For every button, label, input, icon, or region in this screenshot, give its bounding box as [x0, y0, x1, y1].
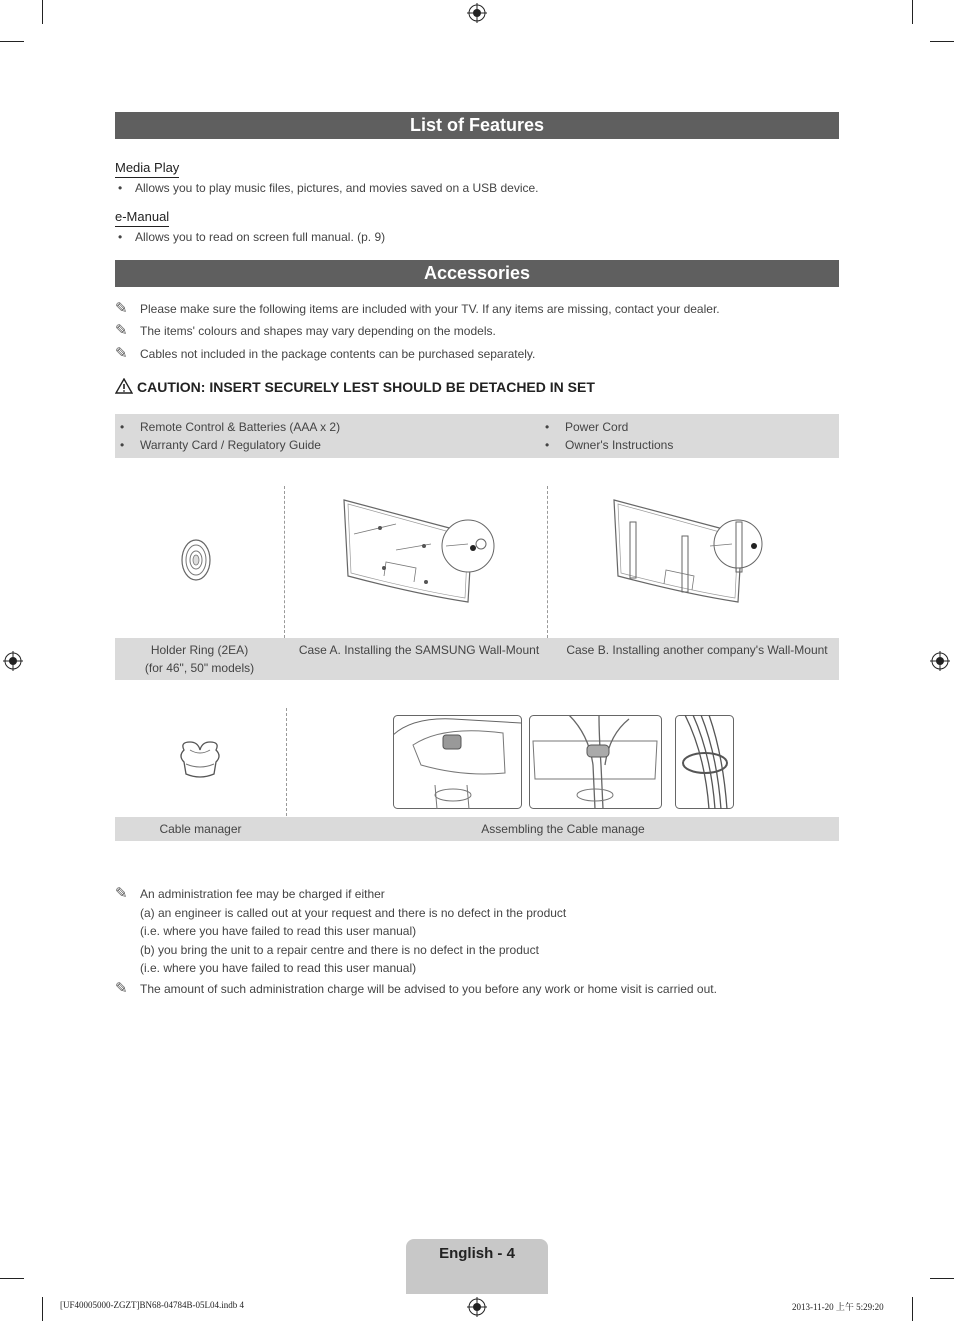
page-number-tab: English - 4 — [406, 1239, 548, 1294]
fee-note-line: (i.e. where you have failed to read this user manual) — [140, 961, 417, 975]
case-b-caption: Case B. Installing another company's Wall-Mount — [566, 643, 828, 657]
e-manual-heading: e-Manual — [115, 210, 169, 227]
assembly-step2-illustration — [529, 715, 662, 809]
note-line: ✎ The items' colours and shapes may vary depending on the models. — [115, 322, 496, 339]
registration-target-icon — [467, 3, 487, 23]
warning-triangle-icon — [115, 378, 133, 394]
fee-note-final: ✎ The amount of such administration charge will be advised to you before any work or home visit is carried out. — [115, 980, 717, 997]
list-item: • Power Cord — [545, 420, 629, 434]
fee-note: ✎ An administration fee may be charged if either — [115, 885, 385, 902]
case-b-illustration — [606, 494, 776, 612]
holder-ring-caption: Holder Ring (2EA) (for 46", 50" models) — [144, 643, 255, 675]
features-title: List of Features — [115, 112, 839, 139]
cable-manager-illustration — [176, 740, 224, 786]
crop-mark — [930, 1278, 954, 1279]
file-info: [UF40005000-ZGZT]BN68-04784B-05L04.indb 4 — [60, 1300, 244, 1310]
divider — [286, 708, 287, 816]
crop-mark — [42, 0, 43, 24]
crop-mark — [912, 0, 913, 24]
case-a-caption: Case A. Installing the SAMSUNG Wall-Mount — [298, 643, 540, 657]
registration-target-icon — [467, 1297, 487, 1317]
note-line: ✎ Please make sure the following items are included with your TV. If any items are missing, contact your dealer. — [115, 300, 720, 317]
assembly-step1-illustration — [393, 715, 522, 809]
crop-mark — [42, 1297, 43, 1321]
e-manual-bullet: • Allows you to read on screen full manual. (p. 9) — [118, 230, 386, 244]
pencil-note-icon: ✎ — [115, 300, 128, 317]
list-item: • Owner's Instructions — [545, 438, 674, 452]
crop-mark — [930, 41, 954, 42]
pencil-note-icon: ✎ — [115, 345, 128, 362]
media-play-heading: Media Play — [115, 161, 179, 178]
list-item: • Warranty Card / Regulatory Guide — [120, 438, 321, 452]
note-line: ✎ Cables not included in the package contents can be purchased separately. — [115, 345, 536, 362]
media-play-bullet: • Allows you to play music files, pictures, and movies saved on a USB device. — [118, 181, 539, 195]
holder-ring-illustration — [178, 538, 214, 582]
crop-mark — [0, 1278, 24, 1279]
crop-mark — [912, 1297, 913, 1321]
pencil-note-icon: ✎ — [115, 322, 128, 339]
crop-mark — [0, 41, 24, 42]
cable-manager-caption: Cable manager — [159, 822, 242, 836]
case-a-illustration — [336, 494, 506, 612]
fee-note-line: (i.e. where you have failed to read this user manual) — [140, 924, 417, 938]
caution-heading: CAUTION: INSERT SECURELY LEST SHOULD BE DETACHED IN SET — [115, 378, 595, 395]
assembly-step3-illustration — [675, 715, 734, 809]
registration-target-icon — [3, 651, 23, 671]
assembling-caption: Assembling the Cable manage — [481, 822, 645, 836]
list-item: • Remote Control & Batteries (AAA x 2) — [120, 420, 341, 434]
pencil-note-icon: ✎ — [115, 980, 128, 997]
divider — [547, 486, 548, 638]
pencil-note-icon: ✎ — [115, 885, 128, 902]
fee-note-line: (a) an engineer is called out at your request and there is no defect in the product — [140, 906, 567, 920]
divider — [284, 486, 285, 638]
accessories-title: Accessories — [115, 260, 839, 287]
registration-target-icon — [930, 651, 950, 671]
print-timestamp: 2013-11-20 上午 5:29:20 — [792, 1302, 884, 1312]
fee-note-line: (b) you bring the unit to a repair centre and there is no defect in the product — [140, 943, 539, 957]
